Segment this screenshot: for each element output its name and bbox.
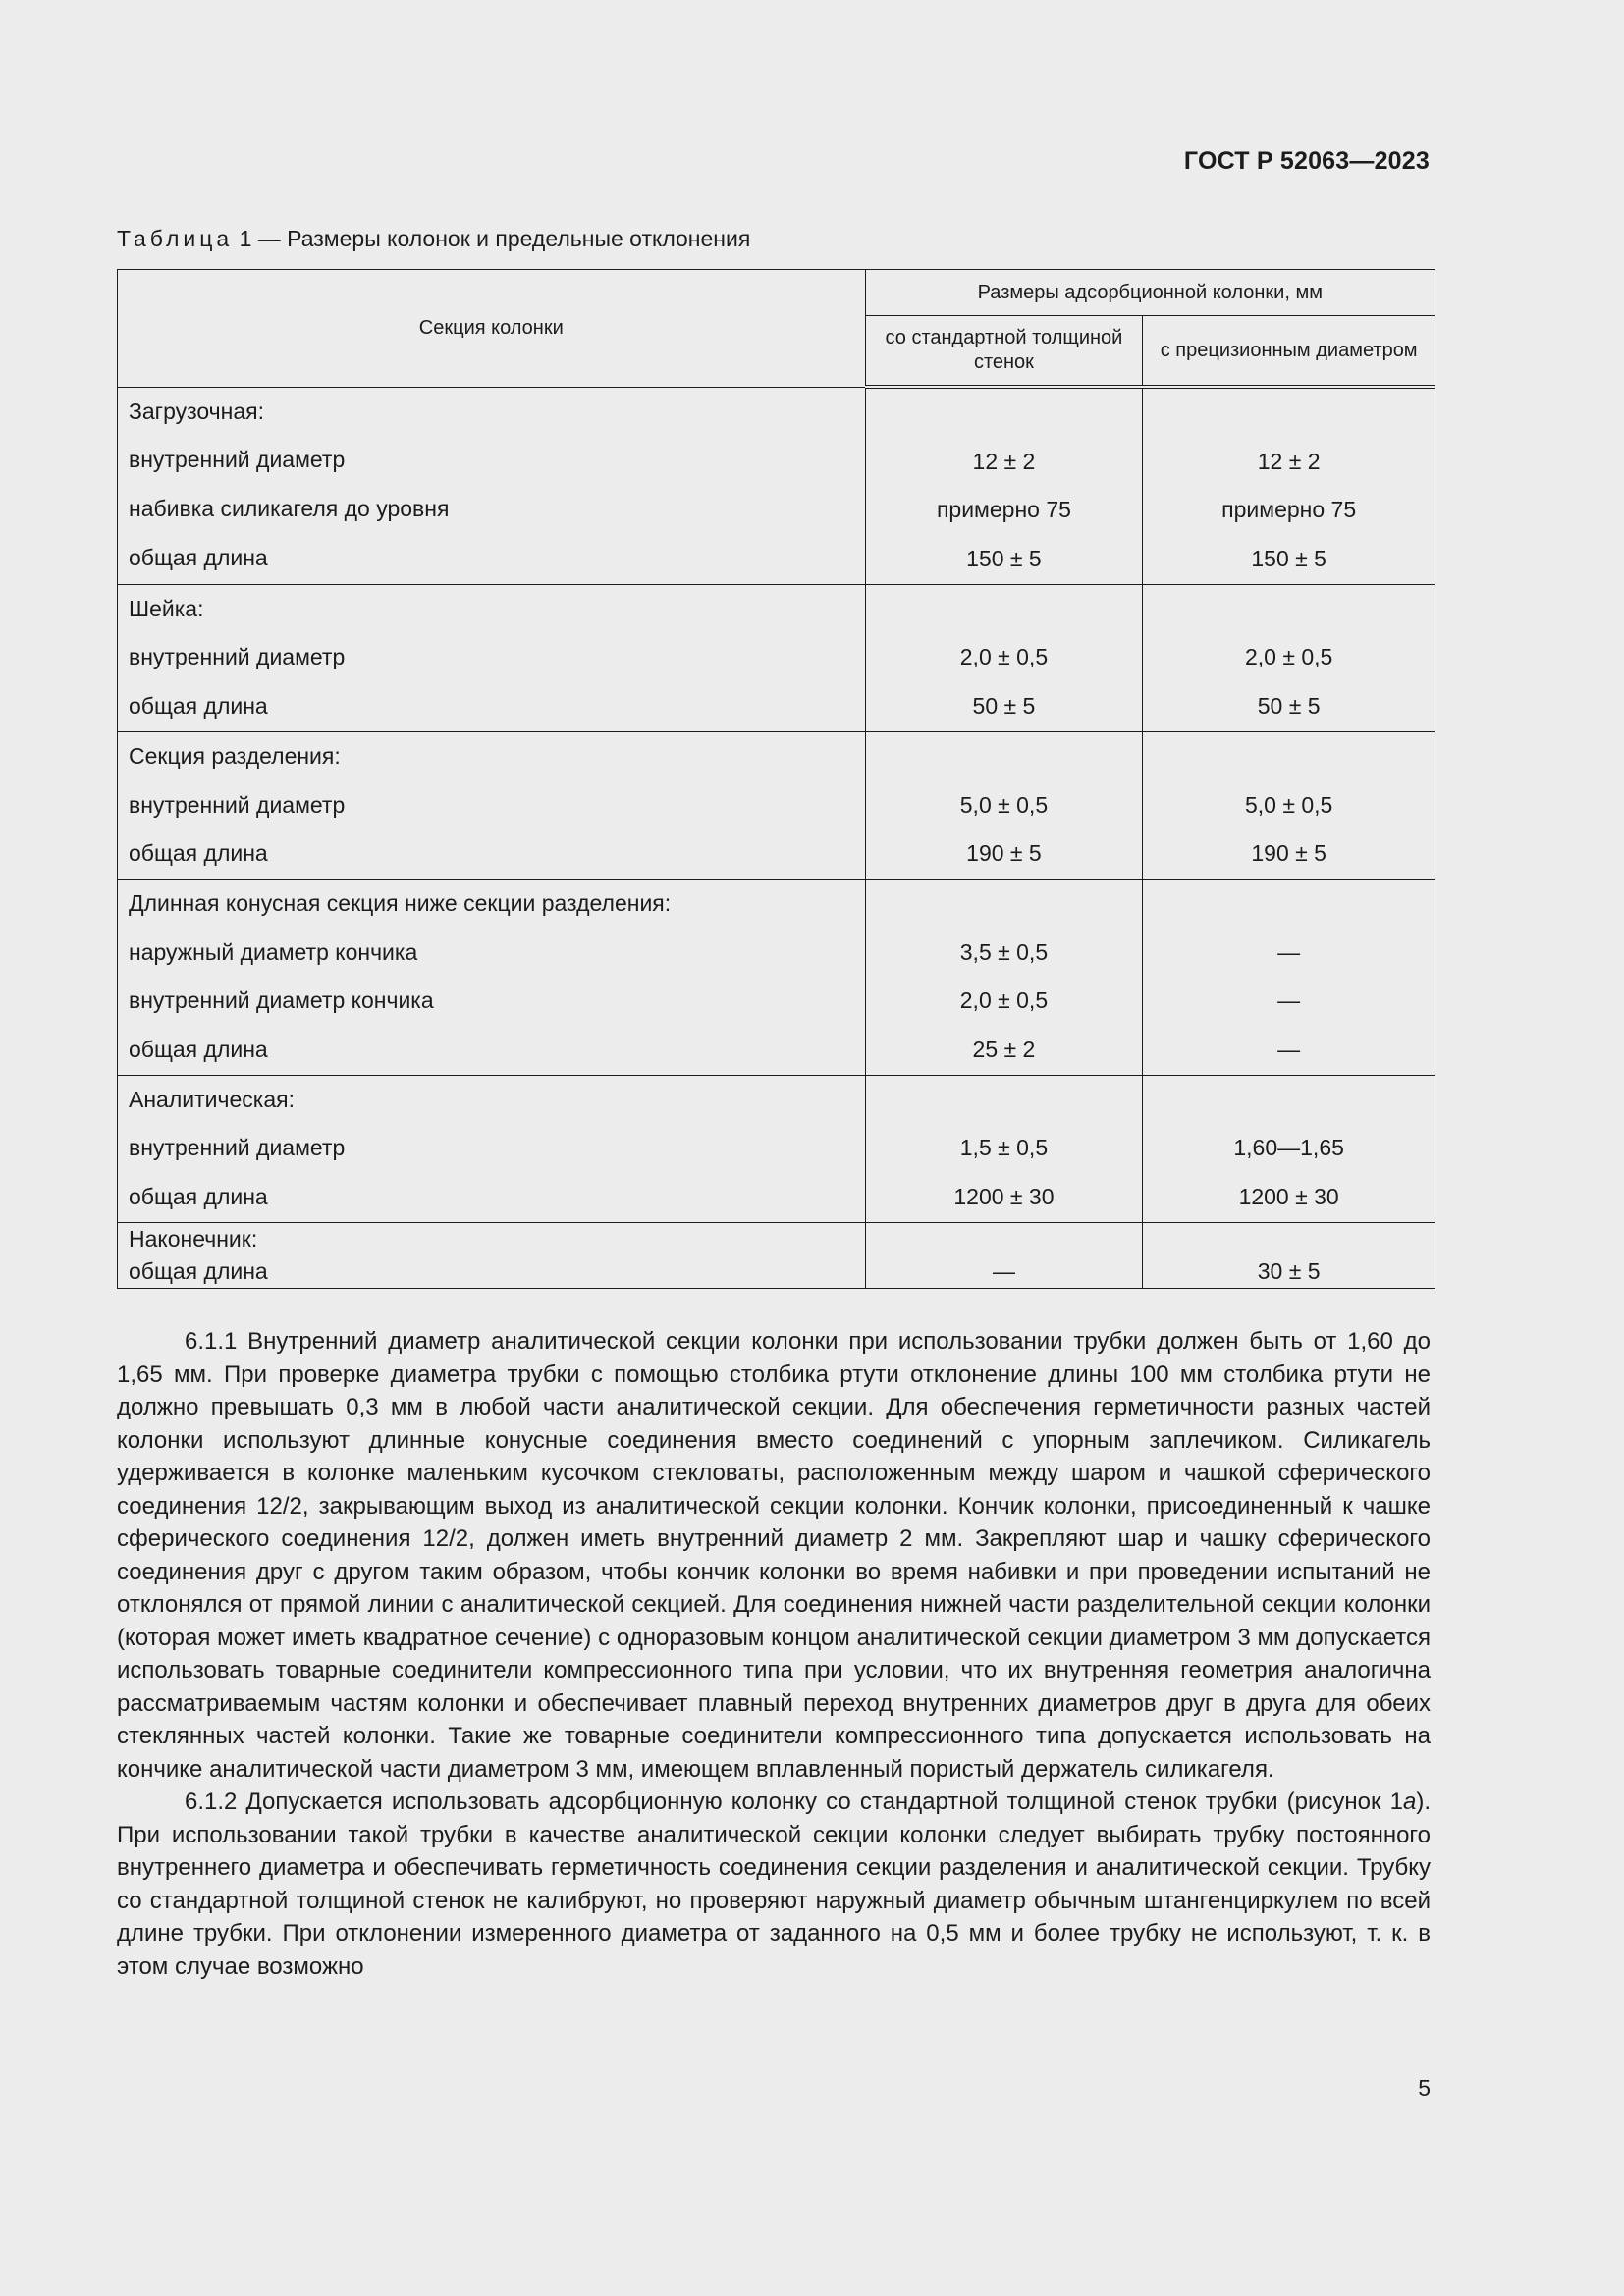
- blank-line: [1143, 880, 1435, 929]
- table-caption: [117, 226, 750, 252]
- column-header-standard-wall: со стандартной толщиной стенок: [865, 316, 1143, 388]
- paragraph-number: 6.1.2: [185, 1789, 238, 1815]
- row-label: внутренний диаметр: [129, 447, 346, 473]
- section-label-cell: [118, 731, 866, 879]
- standard-value-cell: [865, 387, 1143, 584]
- standard-value: примерно 75: [936, 497, 1071, 523]
- precision-value: 1,60—1,65: [1233, 1135, 1344, 1161]
- precision-value-cell: [1143, 387, 1435, 584]
- table-group-row: [118, 584, 1435, 731]
- table-group-row: [118, 731, 1435, 879]
- precision-value: 30 ± 5: [1257, 1257, 1321, 1284]
- standard-value: 12 ± 2: [972, 448, 1036, 474]
- standard-value: 1,5 ± 0,5: [959, 1135, 1049, 1161]
- standard-value: —: [992, 1257, 1015, 1284]
- table-group-row: [118, 1222, 1435, 1288]
- row-label: внутренний диаметр: [129, 644, 346, 670]
- row-label: общая длина: [129, 840, 268, 867]
- paragraph-text: Допускается использовать адсорбционную колонку со стандартной толщиной стенок трубки (рисунок 1: [245, 1789, 1403, 1815]
- group-title: Длинная конусная секция ниже секции разделения:: [129, 889, 672, 916]
- section-label-cell: [118, 584, 866, 731]
- paragraph-6-1-2: [117, 1786, 1431, 1983]
- paragraph-6-1-1: [117, 1325, 1431, 1786]
- table-group-row: [118, 1075, 1435, 1222]
- blank-line: [866, 1076, 1143, 1125]
- blank-line: [1143, 1223, 1435, 1255]
- standard-value: 190 ± 5: [966, 840, 1042, 867]
- dimensions-table: [117, 269, 1435, 1289]
- group-title: Секция разделения:: [129, 742, 341, 769]
- precision-value-cell: [1143, 584, 1435, 731]
- precision-value: 150 ± 5: [1251, 546, 1326, 572]
- table-group-row: [118, 387, 1435, 584]
- table-group-row: [118, 879, 1435, 1075]
- standard-value: 2,0 ± 0,5: [959, 988, 1049, 1014]
- precision-value: примерно 75: [1221, 497, 1357, 523]
- page-number: 5: [1418, 2075, 1431, 2101]
- precision-value: 5,0 ± 0,5: [1244, 791, 1333, 818]
- blank-line: [1143, 1076, 1435, 1125]
- paragraph-text: Внутренний диаметр аналитической секции колонки при использовании трубки должен быть от 1,60 до 1,65 мм. При проверке диаметра трубки с помощью столбика ртути отклонение длины 100 мм столбика ртути не должно превышать 0,3 мм в любой части аналитической секции. Для обеспечения герметичности разных частей колонки используют длинные конусные соединения вместо соединений с упорным заплечиком. Силикагель удерживается в колонке маленьким кусочком стекловаты, расположенным между шаром и чашкой сферического соединения 12/2, закрывающим выход из аналитической секции колонки. Кончик колонки, присоединенный к чашке сферического соединения 12/2, должен иметь внутренний диаметр 2 мм. Закрепляют шар и чашку сферического соединения друг с другом таким образом, чтобы кончик колонки во время набивки и при проведении испытаний не отклонялся от прямой линии с аналитической секцией. Для соединения нижней части разделительной секции колонки (которая может иметь квадратное сечение) с одноразовым концом аналитической секции диаметром 3 мм допускается использовать товарные соединители компрессионного типа при условии, что их внутренняя геометрия аналогична рассматриваемым частям колонки и обеспечивает плавный переход внутренних диаметров друг в друга для обеих стеклянных частей колонки. Такие же товарные соединители компрессионного типа допускается использовать на кончике аналитической части диаметром 3 мм, имеющем вплавленный пористый держатель силикагеля.: [117, 1328, 1431, 1783]
- row-label: общая длина: [129, 1184, 268, 1209]
- precision-value: 190 ± 5: [1251, 840, 1326, 867]
- precision-value: 50 ± 5: [1257, 693, 1321, 720]
- group-title: Аналитическая:: [129, 1086, 295, 1112]
- table-caption-label: Таблица: [117, 226, 234, 251]
- blank-line: [866, 732, 1143, 781]
- row-label: внутренний диаметр: [129, 791, 346, 818]
- standard-value: 25 ± 2: [972, 1036, 1036, 1062]
- precision-value: 2,0 ± 0,5: [1244, 644, 1333, 670]
- column-header-dimensions: Размеры адсорбционной колонки, мм: [865, 270, 1435, 316]
- blank-line: [1143, 389, 1435, 438]
- blank-line: [866, 880, 1143, 929]
- precision-value-cell: [1143, 731, 1435, 879]
- section-label-cell: [118, 387, 866, 584]
- row-label: общая длина: [129, 693, 268, 720]
- row-label: общая длина: [129, 1257, 268, 1284]
- section-label-cell: [118, 1222, 866, 1288]
- blank-line: [1143, 585, 1435, 634]
- blank-line: [866, 585, 1143, 634]
- body-text: [117, 1325, 1431, 1983]
- precision-value: 12 ± 2: [1257, 448, 1321, 474]
- figure-subref: а: [1402, 1789, 1417, 1815]
- row-label: внутренний диаметр: [129, 1135, 346, 1161]
- standard-value: 5,0 ± 0,5: [959, 791, 1049, 818]
- standard-value-cell: [865, 1222, 1143, 1288]
- standard-value: 150 ± 5: [966, 546, 1042, 572]
- precision-value: —: [1277, 1036, 1301, 1062]
- standard-value: 3,5 ± 0,5: [959, 938, 1049, 965]
- standard-value: 2,0 ± 0,5: [959, 644, 1049, 670]
- group-title: Шейка:: [129, 595, 204, 621]
- precision-value: 1200 ± 30: [1238, 1184, 1339, 1209]
- section-label-cell: [118, 879, 866, 1075]
- precision-value-cell: [1143, 1222, 1435, 1288]
- row-label: набивка силикагеля до уровня: [129, 495, 450, 521]
- standard-value: 1200 ± 30: [953, 1184, 1055, 1209]
- standard-value-cell: [865, 879, 1143, 1075]
- row-label: общая длина: [129, 544, 268, 570]
- standard-value-cell: [865, 731, 1143, 879]
- standard-value-cell: [865, 1075, 1143, 1222]
- document-code: ГОСТ Р 52063—2023: [1183, 147, 1430, 175]
- column-header-precision-diameter: с прецизионным диаметром: [1143, 316, 1435, 388]
- blank-line: [866, 389, 1143, 438]
- blank-line: [866, 1223, 1143, 1255]
- section-label-cell: [118, 1075, 866, 1222]
- group-title: Загрузочная:: [129, 398, 264, 424]
- table-body: [118, 387, 1435, 1288]
- standard-value: 50 ± 5: [972, 693, 1036, 720]
- precision-value-cell: [1143, 1075, 1435, 1222]
- row-label: наружный диаметр кончика: [129, 938, 418, 965]
- paragraph-number: 6.1.1: [185, 1328, 238, 1355]
- row-label: внутренний диаметр кончика: [129, 988, 434, 1014]
- precision-value-cell: [1143, 879, 1435, 1075]
- paragraph-text: ). При использовании такой трубки в качестве аналитической секции колонки следует выбирать трубку постоянного внутреннего диаметра и обеспечивать герметичность соединения секции разделения и аналитической секции. Трубку со стандартной толщиной стенок не калибруют, но проверяют наружный диаметр обычным штангенциркулем по всей длине трубки. При отклонении измеренного диаметра от заданного на 0,5 мм и более трубку не используют, т. к. в этом случае возможно: [117, 1789, 1432, 1980]
- group-title: Наконечник:: [129, 1225, 258, 1252]
- column-header-section: Секция колонки: [118, 270, 866, 388]
- table-caption-text: 1 — Размеры колонок и предельные отклонения: [233, 226, 751, 251]
- row-label: общая длина: [129, 1036, 268, 1062]
- blank-line: [1143, 732, 1435, 781]
- precision-value: —: [1277, 988, 1301, 1014]
- standard-value-cell: [865, 584, 1143, 731]
- precision-value: —: [1277, 938, 1301, 965]
